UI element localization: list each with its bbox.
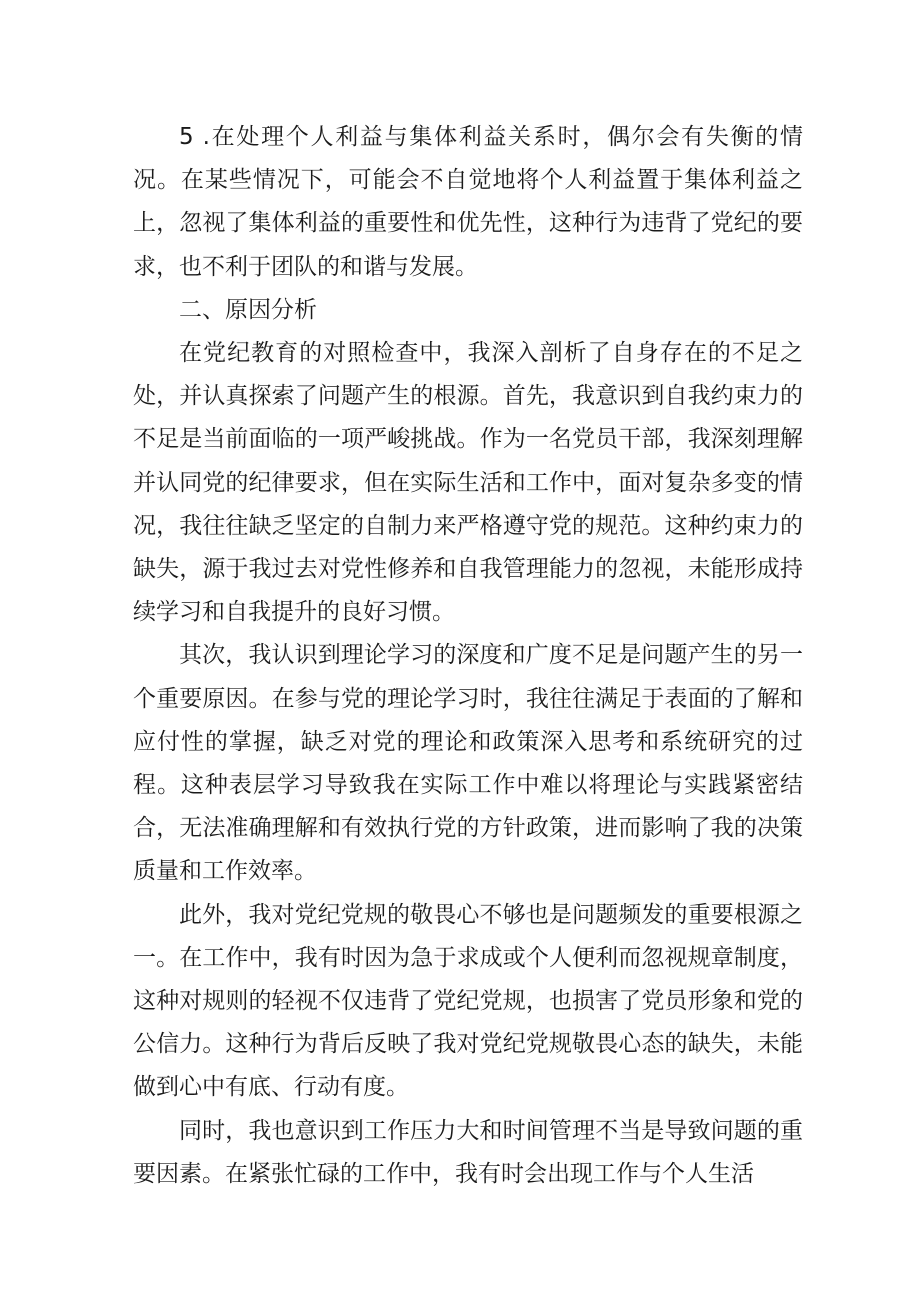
section-heading-cause-analysis: 二、原因分析 bbox=[179, 296, 317, 323]
paragraph-imbalance-item-5: 5 .在处理个人利益与集体利益关系时，偶尔会有失衡的情况。在某些情况下，可能会不自觉地将个人利益置于集体利益之上，忽视了集体利益的重要性和优先性，这种行为违背了党纪的要求，也不利于团队的和谐与发展。 bbox=[133, 124, 803, 280]
paragraph-reverence-rules: 此外，我对党纪党规的敬畏心不够也是问题频发的重要根源之一。在工作中，我有时因为急于求成或个人便利而忽视规章制度，这种对规则的轻视不仅违背了党纪党规，也损害了党员形象和党的公信力。这种行为背后反映了我对党纪党规敬畏心态的缺失，未能做到心中有底、行动有度。 bbox=[133, 901, 803, 1101]
document-body bbox=[133, 116, 803, 1196]
paragraph-self-discipline: 在党纪教育的对照检查中，我深入剖析了自身存在的不足之处，并认真探索了问题产生的根源。首先，我意识到自我约束力的不足是当前面临的一项严峻挑战。作为一名党员干部，我深刻理解并认同党的纪律要求，但在实际生活和工作中，面对复杂多变的情况，我往往缺乏坚定的自制力来严格遵守党的规范。这种约束力的缺失，源于我过去对党性修养和自我管理能力的忽视，未能形成持续学习和自我提升的良好习惯。 bbox=[133, 340, 803, 626]
paragraph-theory-study: 其次，我认识到理论学习的深度和广度不足是问题产生的另一个重要原因。在参与党的理论学习时，我往往满足于表面的了解和应付性的掌握，缺乏对党的理论和政策深入思考和系统研究的过程。这种表层学习导致我在实际工作中难以将理论与实践紧密结合，无法准确理解和有效执行党的方针政策，进而影响了我的决策质量和工作效率。 bbox=[133, 642, 803, 885]
paragraph-work-pressure: 同时，我也意识到工作压力大和时间管理不当是导致问题的重要因素。在紧张忙碌的工作中，我有时会出现工作与个人生活 bbox=[133, 1117, 803, 1187]
